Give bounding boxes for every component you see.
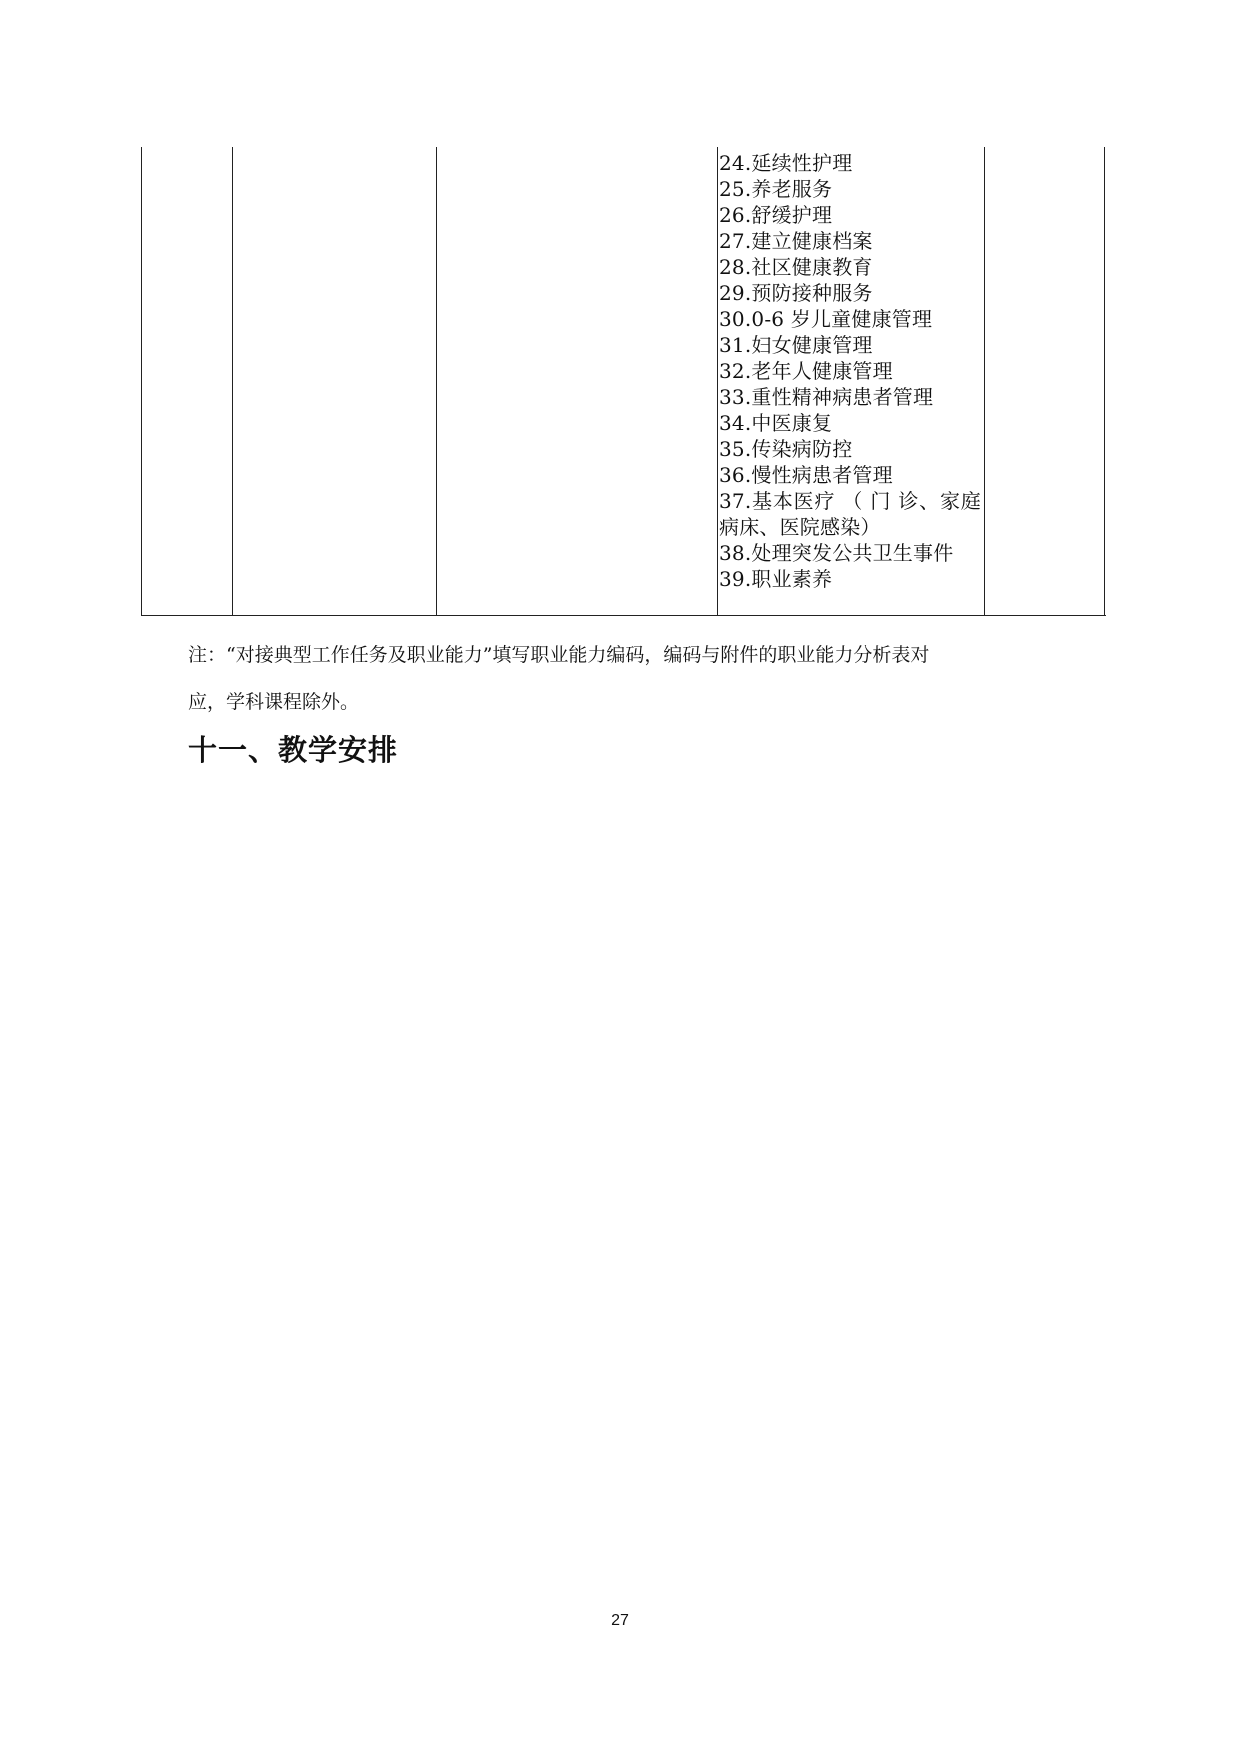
list-item: 34.中医康复 — [719, 411, 833, 435]
list-item: 30.0-6 岁儿童健康管理 — [719, 307, 933, 331]
list-item: 32.老年人健康管理 — [719, 359, 893, 383]
table-column-divider — [436, 147, 437, 615]
table-column-divider — [717, 147, 718, 615]
list-item: 33.重性精神病患者管理 — [719, 385, 934, 409]
list-item: 38.处理突发公共卫生事件 — [719, 541, 954, 565]
footnote-line: 注：“对接典型工作任务及职业能力”填写职业能力编码，编码与附件的职业能力分析表对 — [188, 644, 930, 666]
list-item: 39.职业素养 — [719, 567, 833, 591]
table-column-divider — [232, 147, 233, 615]
list-item: 26.舒缓护理 — [719, 203, 833, 227]
table-border-right — [1104, 147, 1105, 615]
page-number: 27 — [611, 1612, 629, 1629]
list-item: 27.建立健康档案 — [719, 229, 873, 253]
list-item: 35.传染病防控 — [719, 437, 853, 461]
list-item: 25.养老服务 — [719, 177, 833, 201]
table-border-left — [141, 147, 142, 615]
job-ability-list — [719, 150, 981, 592]
table-footnote — [188, 632, 1078, 726]
list-item: 28.社区健康教育 — [719, 255, 873, 279]
list-item: 37.基本医疗 （ 门 诊、家庭病床、医院感染） — [719, 489, 981, 539]
list-item: 31.妇女健康管理 — [719, 333, 873, 357]
footnote-line: 应，学科课程除外。 — [188, 691, 360, 713]
list-item: 36.慢性病患者管理 — [719, 463, 893, 487]
section-heading: 十一、教学安排 — [188, 733, 399, 767]
list-item: 29.预防接种服务 — [719, 281, 873, 305]
list-item: 24.延续性护理 — [719, 151, 853, 175]
table-column-divider — [984, 147, 985, 615]
